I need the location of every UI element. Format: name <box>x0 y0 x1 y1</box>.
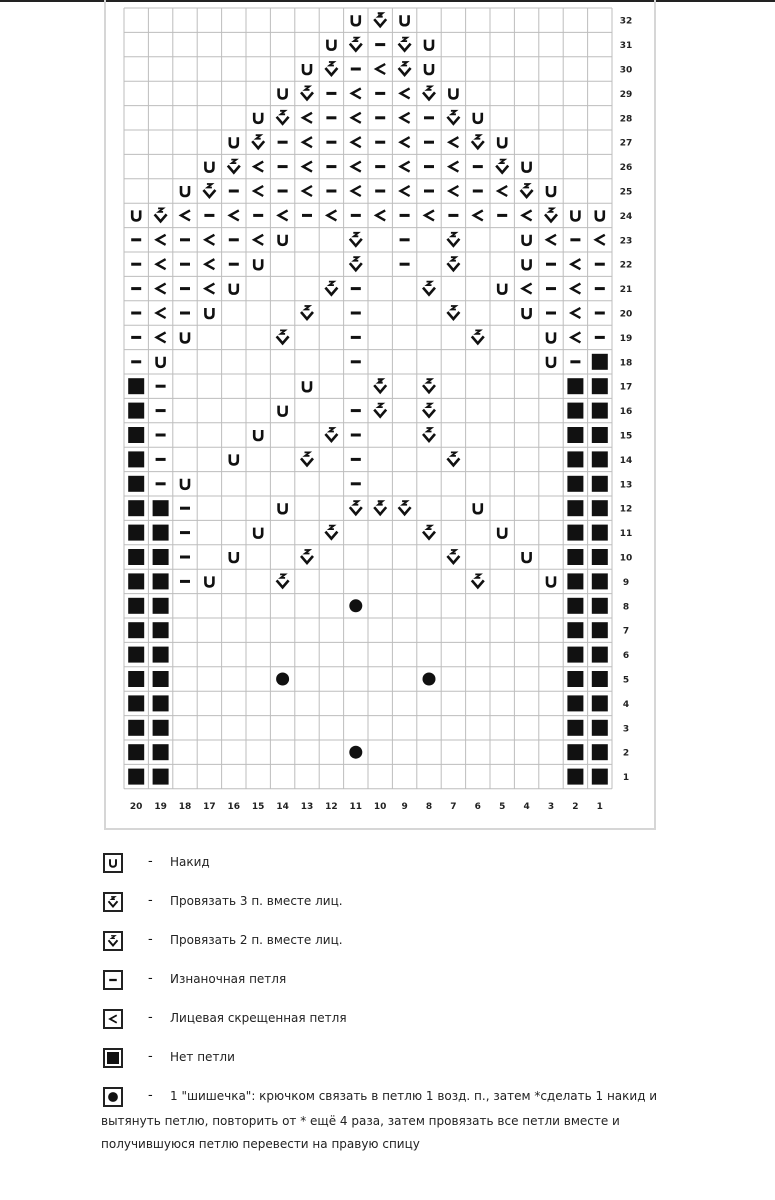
row-label: 14 <box>619 455 633 466</box>
row-label: 25 <box>619 187 633 198</box>
legend-symbol-k2tog-icon <box>103 931 123 951</box>
row-label: 6 <box>622 651 630 662</box>
row-label: 1 <box>622 773 630 784</box>
row-label: 20 <box>619 309 633 320</box>
legend-text: Нет петли <box>170 1050 235 1064</box>
column-label: 17 <box>203 801 216 812</box>
legend-symbol-no_stitch-icon <box>103 1048 123 1068</box>
legend-text: Накид <box>170 855 210 869</box>
row-label: 32 <box>619 16 633 27</box>
row-label: 22 <box>619 260 633 271</box>
column-label: 14 <box>276 801 289 812</box>
row-label: 12 <box>619 504 633 515</box>
row-label: 10 <box>619 553 633 564</box>
row-label: 21 <box>619 285 633 296</box>
row-label: 24 <box>619 211 633 222</box>
legend-dash: - <box>148 1088 153 1103</box>
legend-bobble-note-line: получившуюся петлю перевести на правую спицу <box>101 1137 420 1151</box>
legend-dash: - <box>148 854 153 869</box>
legend-text: Лицевая скрещенная петля <box>170 1011 347 1025</box>
row-label: 5 <box>622 675 630 686</box>
legend-text: Изнаночная петля <box>170 972 287 986</box>
row-label: 4 <box>622 699 630 710</box>
legend-text: 1 "шишечка": крючком связать в петлю 1 возд. п., затем *сделать 1 накид и <box>170 1089 658 1103</box>
row-label: 8 <box>622 602 630 613</box>
row-label: 13 <box>619 480 633 491</box>
legend-bobble-note-line: вытянуть петлю, повторить от * ещё 4 раза, затем провязать все петли вместе и <box>101 1114 620 1128</box>
column-label: 13 <box>300 801 314 812</box>
row-label: 30 <box>619 65 633 76</box>
column-label: 6 <box>474 801 481 812</box>
legend-symbol-purl-icon <box>103 970 123 990</box>
legend-text: Провязать 2 п. вместе лиц. <box>170 933 343 947</box>
row-label: 27 <box>619 138 633 149</box>
row-label: 31 <box>619 41 633 52</box>
column-label: 16 <box>227 801 241 812</box>
legend-symbol-ktbl-icon <box>103 1009 123 1029</box>
column-label: 3 <box>547 801 555 812</box>
column-label: 18 <box>178 801 192 812</box>
row-label: 29 <box>619 89 633 100</box>
column-label: 15 <box>251 801 265 812</box>
row-label: 2 <box>622 748 630 759</box>
column-label: 8 <box>425 801 433 812</box>
column-label: 19 <box>154 801 167 812</box>
column-label: 5 <box>499 801 506 812</box>
legend-dash: - <box>148 971 153 986</box>
legend-text: Провязать 3 п. вместе лиц. <box>170 894 343 908</box>
row-label: 7 <box>622 626 630 637</box>
column-label: 11 <box>349 801 363 812</box>
column-label: 4 <box>523 801 530 812</box>
legend-symbol-bobble-icon <box>103 1087 123 1107</box>
legend-dash: - <box>148 1010 153 1025</box>
row-label: 3 <box>622 724 630 735</box>
row-label: 18 <box>619 358 633 369</box>
row-label: 16 <box>619 407 633 418</box>
column-label: 2 <box>572 801 579 812</box>
legend-dash: - <box>148 1049 153 1064</box>
row-label: 19 <box>619 333 633 344</box>
column-label: 12 <box>325 801 338 812</box>
row-label: 17 <box>619 382 633 393</box>
legend-symbol-k3tog-icon <box>103 892 123 912</box>
row-label: 23 <box>619 236 633 247</box>
column-label: 9 <box>401 801 408 812</box>
row-label: 9 <box>622 577 630 588</box>
legend-symbol-yo-icon <box>103 853 123 873</box>
row-label: 15 <box>619 431 633 442</box>
legend-dash: - <box>148 932 153 947</box>
column-label: 10 <box>373 801 387 812</box>
column-label: 7 <box>450 801 457 812</box>
column-label: 20 <box>129 801 143 812</box>
row-label: 11 <box>619 529 633 540</box>
row-label: 28 <box>619 114 633 125</box>
legend-dash: - <box>148 893 153 908</box>
column-label: 1 <box>596 801 603 812</box>
row-label: 26 <box>619 163 633 174</box>
